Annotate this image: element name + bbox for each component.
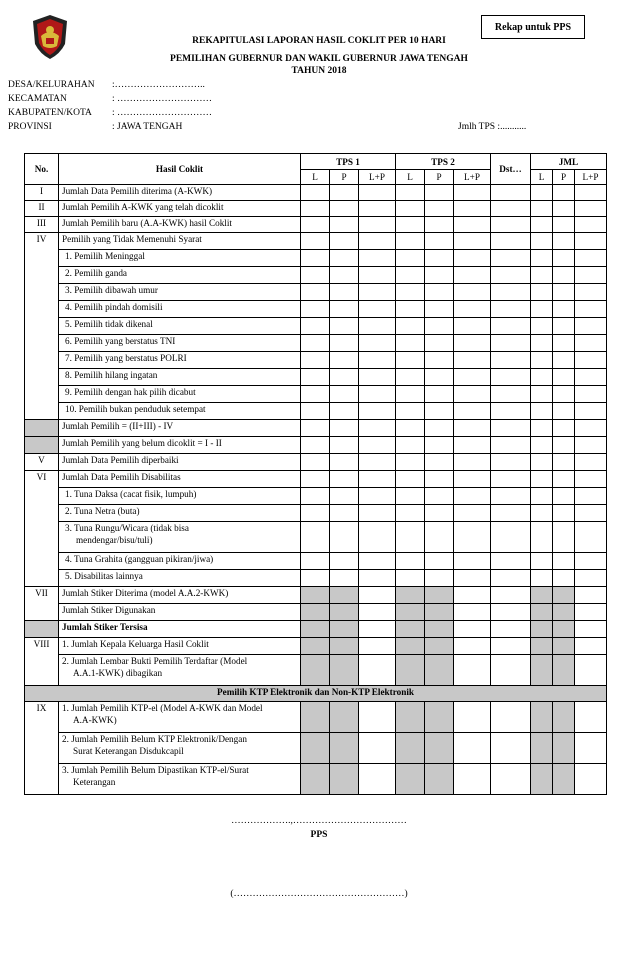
kecamatan-value: : ………………………… bbox=[112, 94, 213, 104]
provinsi-label: PROVINSI bbox=[8, 122, 52, 132]
table-row bbox=[25, 437, 607, 454]
row-label: 1. Jumlah Kepala Keluarga Hasil Coklit bbox=[59, 638, 301, 655]
kabupaten-label: KABUPATEN/KOTA bbox=[8, 108, 92, 118]
kabupaten-value: : ………………………… bbox=[112, 108, 213, 118]
row-label: 2. Pemilih ganda bbox=[59, 267, 301, 284]
row-label: 9. Pemilih dengan hak pilih dicabut bbox=[59, 386, 301, 403]
table-row bbox=[25, 604, 607, 621]
row-label: Jumlah Stiker Diterima (model A.A.2-KWK) bbox=[59, 587, 301, 604]
rekap-table bbox=[24, 153, 607, 795]
row-label: 4. Tuna Grahita (gangguan pikiran/jiwa) bbox=[59, 553, 301, 570]
row-label bbox=[59, 655, 301, 686]
table-row bbox=[25, 454, 607, 471]
row-label: Jumlah Pemilih yang belum dicoklit = I - II bbox=[59, 437, 301, 454]
header-tps2-lp: L+P bbox=[454, 170, 491, 185]
header-no: No. bbox=[25, 154, 59, 185]
table-row bbox=[25, 284, 607, 301]
row-label: Jumlah Data Pemilih diterima (A-KWK) bbox=[59, 185, 301, 201]
header-tps1-p: P bbox=[330, 170, 359, 185]
row-label: 5. Pemilih tidak dikenal bbox=[59, 318, 301, 335]
row-label: Jumlah Stiker Tersisa bbox=[59, 621, 301, 638]
table-row bbox=[25, 250, 607, 267]
row-label-line: 1. Jumlah Pemilih KTP-el (Model A-KWK dan Model bbox=[62, 703, 263, 713]
table-row bbox=[25, 621, 607, 638]
row-label: Jumlah Stiker Digunakan bbox=[59, 604, 301, 621]
row-number: V bbox=[25, 454, 59, 471]
table-row bbox=[25, 733, 607, 764]
provinsi-value: : JAWA TENGAH bbox=[112, 122, 183, 132]
row-label: 10. Pemilih bukan penduduk setempat bbox=[59, 403, 301, 420]
section-header-row bbox=[25, 686, 607, 702]
row-label: 5. Disabilitas lainnya bbox=[59, 570, 301, 587]
row-label: 4. Pemilih pindah domisili bbox=[59, 301, 301, 318]
header-tps1-l: L bbox=[301, 170, 330, 185]
table-row bbox=[25, 655, 607, 686]
row-label: 6. Pemilih yang berstatus TNI bbox=[59, 335, 301, 352]
desa-value: :……………………….. bbox=[112, 80, 205, 90]
table-row bbox=[25, 553, 607, 570]
header-tps1: TPS 1 bbox=[301, 154, 396, 170]
table-row bbox=[25, 471, 607, 488]
header-jml-p: P bbox=[553, 170, 575, 185]
row-label-line: A.A-KWK) bbox=[73, 715, 117, 725]
row-number: VIII bbox=[25, 638, 59, 686]
row-label bbox=[59, 764, 301, 795]
title-line-2: PEMILIHAN GUBERNUR DAN WAKIL GUBERNUR JAWA TENGAH bbox=[170, 54, 468, 64]
kecamatan-label: KECAMATAN bbox=[8, 94, 67, 104]
header-jml-l: L bbox=[531, 170, 553, 185]
row-number: VII bbox=[25, 587, 59, 621]
row-number: III bbox=[25, 217, 59, 233]
row-number: I bbox=[25, 185, 59, 201]
header-tps1-lp: L+P bbox=[359, 170, 396, 185]
signature-line: (………………………………………………) bbox=[230, 889, 408, 899]
table-row bbox=[25, 488, 607, 505]
title-line-3: TAHUN 2018 bbox=[291, 66, 347, 76]
row-label: 3. Pemilih dibawah umur bbox=[59, 284, 301, 301]
row-label-line: 2. Jumlah Pemilih Belum KTP Elektronik/Dengan bbox=[62, 734, 247, 744]
section-header-ktp: Pemilih KTP Elektronik dan Non-KTP Elektronik bbox=[25, 686, 607, 702]
table-row bbox=[25, 420, 607, 437]
table-row bbox=[25, 764, 607, 795]
row-label-line: mendengar/bisu/tuli) bbox=[76, 535, 153, 545]
table-row bbox=[25, 201, 607, 217]
place-date-line: ……………….,……………………………… bbox=[231, 816, 407, 826]
table-row bbox=[25, 403, 607, 420]
row-number: II bbox=[25, 201, 59, 217]
row-label: 1. Tuna Daksa (cacat fisik, lumpuh) bbox=[59, 488, 301, 505]
table-row bbox=[25, 217, 607, 233]
table-row bbox=[25, 185, 607, 201]
row-label-line: 3. Jumlah Pemilih Belum Dipastikan KTP-el/Surat bbox=[62, 765, 249, 775]
row-label: Jumlah Pemilih baru (A.A-KWK) hasil Coklit bbox=[59, 217, 301, 233]
header-tps2: TPS 2 bbox=[396, 154, 491, 170]
row-label: 2. Tuna Netra (buta) bbox=[59, 505, 301, 522]
rekap-pps-tag: Rekap untuk PPS bbox=[481, 15, 585, 39]
row-label bbox=[59, 702, 301, 733]
row-label: Jumlah Pemilih A-KWK yang telah dicoklit bbox=[59, 201, 301, 217]
row-label-line: A.A.1-KWK) dibagikan bbox=[73, 668, 163, 678]
row-label bbox=[59, 522, 301, 553]
header-jml-lp: L+P bbox=[575, 170, 607, 185]
row-number: IX bbox=[25, 702, 59, 795]
header-tps2-p: P bbox=[425, 170, 454, 185]
row-number: IV bbox=[25, 233, 59, 420]
row-label: Jumlah Data Pemilih diperbaiki bbox=[59, 454, 301, 471]
table-row bbox=[25, 505, 607, 522]
row-label: 1. Pemilih Meninggal bbox=[59, 250, 301, 267]
table-row bbox=[25, 638, 607, 655]
row-label: 8. Pemilih hilang ingatan bbox=[59, 369, 301, 386]
pps-label: PPS bbox=[310, 830, 328, 840]
row-number: VI bbox=[25, 471, 59, 587]
table-row bbox=[25, 386, 607, 403]
table-row bbox=[25, 335, 607, 352]
table-row bbox=[25, 369, 607, 386]
table-row bbox=[25, 233, 607, 250]
row-label bbox=[59, 733, 301, 764]
row-label-line: 2. Jumlah Lembar Bukti Pemilih Terdaftar (Model bbox=[62, 656, 248, 666]
row-label-line: Keterangan bbox=[73, 777, 116, 787]
jmlh-tps: Jmlh TPS :........... bbox=[458, 122, 527, 132]
table-row bbox=[25, 301, 607, 318]
row-label: Jumlah Data Pemilih Disabilitas bbox=[59, 471, 301, 488]
row-label: 7. Pemilih yang berstatus POLRI bbox=[59, 352, 301, 369]
row-label-line: Surat Keterangan Disdukcapil bbox=[73, 746, 184, 756]
table-row bbox=[25, 570, 607, 587]
header-jml: JML bbox=[531, 154, 607, 170]
table-row bbox=[25, 702, 607, 733]
table-row bbox=[25, 352, 607, 369]
row-label: Jumlah Pemilih = (II+III) - IV bbox=[59, 420, 301, 437]
table-row bbox=[25, 522, 607, 553]
table-row bbox=[25, 318, 607, 335]
row-label-line: 3. Tuna Rungu/Wicara (tidak bisa bbox=[65, 523, 189, 533]
table-row bbox=[25, 267, 607, 284]
header-tps2-l: L bbox=[396, 170, 425, 185]
header-dst: Dst… bbox=[491, 154, 531, 185]
header-hasil-coklit: Hasil Coklit bbox=[59, 154, 301, 185]
desa-label: DESA/KELURAHAN bbox=[8, 80, 95, 90]
row-label: Pemilih yang Tidak Memenuhi Syarat bbox=[59, 233, 301, 250]
title-line-1: REKAPITULASI LAPORAN HASIL COKLIT PER 10 HARI bbox=[192, 36, 446, 46]
table-row bbox=[25, 587, 607, 604]
